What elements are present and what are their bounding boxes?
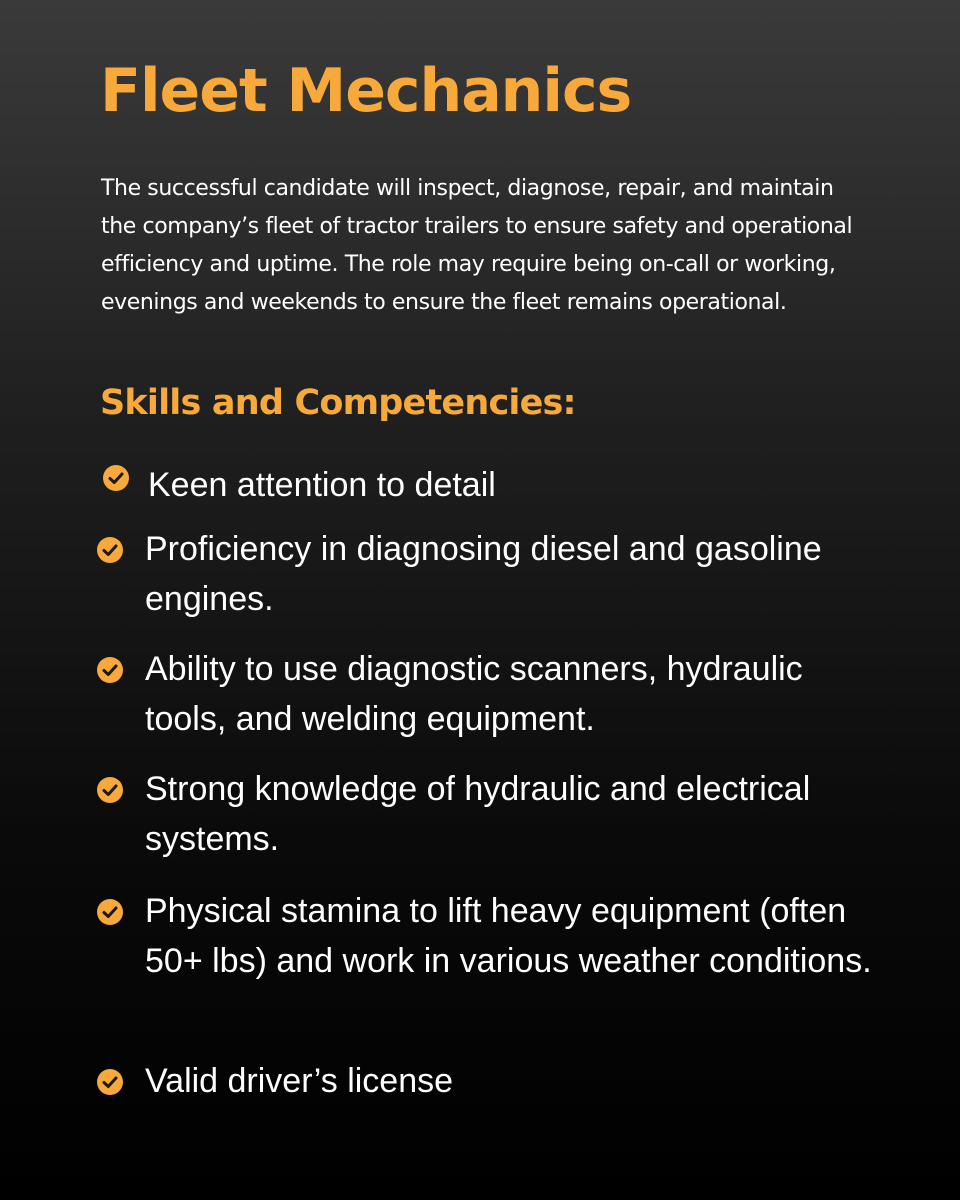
skills-heading: Skills and Competencies:	[100, 383, 576, 423]
skill-label: Physical stamina to lift heavy equipment (often 50+ lbs) and work in various weather conditions.	[145, 892, 872, 980]
check-circle-icon	[102, 464, 130, 492]
skill-label: Valid driver’s license	[145, 1062, 454, 1100]
skill-label: Ability to use diagnostic scanners, hydraulic tools, and welding equipment.	[145, 650, 803, 738]
check-circle-icon	[96, 656, 124, 684]
check-circle-icon	[96, 536, 124, 564]
check-circle-icon	[96, 898, 124, 926]
check-circle-icon	[96, 1068, 124, 1096]
job-description: The successful candidate will inspect, diagnose, repair, and maintain the company’s fleet of tractor trailers to ensure safety and operational efficiency and uptime. The role may require being on-call or working, evenings and weekends to ensure the fleet remains operational.	[101, 176, 853, 315]
skill-label: Keen attention to detail	[148, 466, 496, 504]
skill-label: Strong knowledge of hydraulic and electrical systems.	[145, 770, 811, 858]
skill-label: Proficiency in diagnosing diesel and gasoline engines.	[145, 530, 822, 618]
page-title: Fleet Mechanics	[100, 56, 632, 126]
check-circle-icon	[96, 776, 124, 804]
